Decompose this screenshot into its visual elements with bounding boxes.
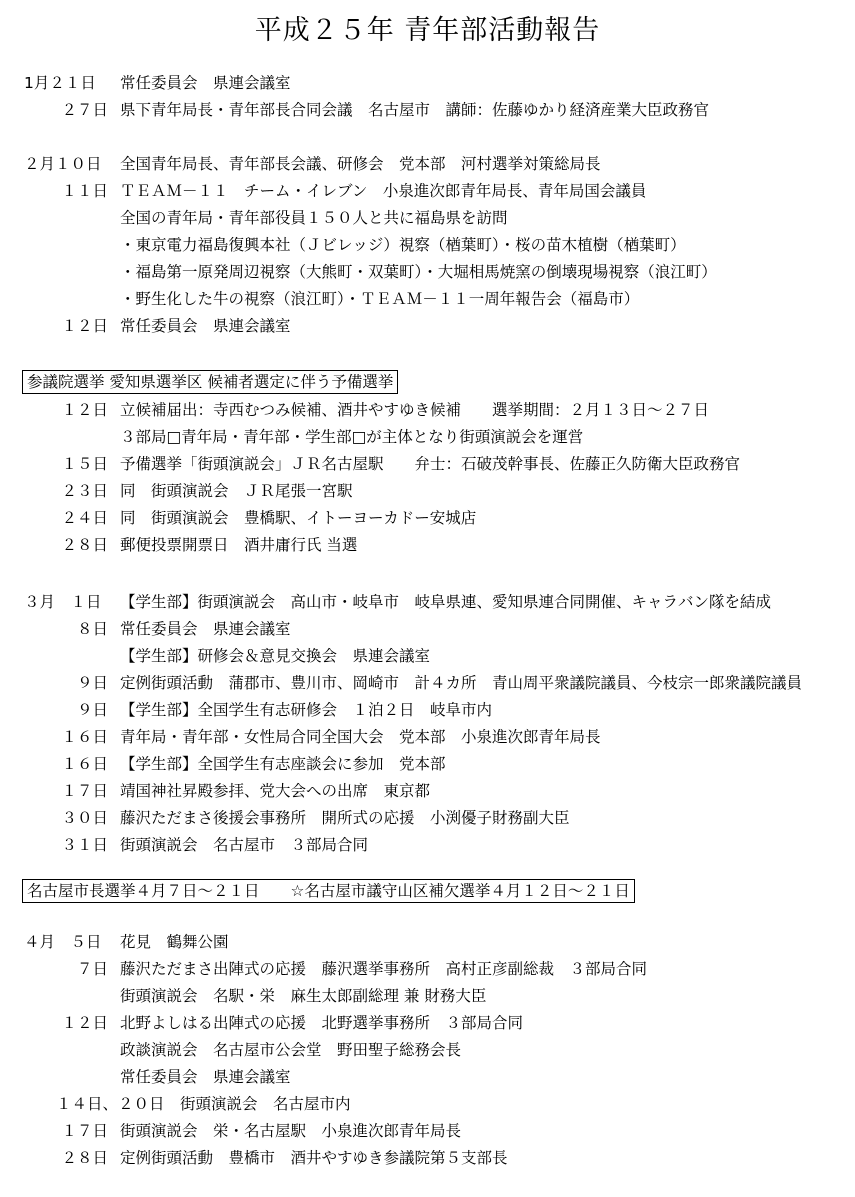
activity-row (0, 205, 855, 231)
activity-text: 郵便投票開票日 酒井庸行氏 当選 (120, 536, 358, 554)
activity-text: 常任委員会 県連会議室 (120, 620, 291, 638)
activity-date: ２８日 (61, 1149, 108, 1167)
activity-row (0, 97, 855, 123)
activity-row (0, 1064, 855, 1090)
activity-text: 全国の青年局・青年部役員１５０人と共に福島県を訪問 (120, 209, 508, 227)
activity-text: 青年局・青年部・女性局合同全国大会 党本部 小泉進次郎青年局長 (120, 728, 601, 746)
activity-row (0, 178, 855, 204)
activity-row (0, 643, 855, 669)
activity-text: ・野生化した牛の視察（浪江町）・ＴＥＡＭ－１１一周年報告会（福島市） (120, 290, 640, 308)
activity-row (0, 1118, 855, 1144)
activity-row (0, 589, 855, 615)
activity-date: ８日 (76, 620, 108, 638)
activity-text: 常任委員会 県連会議室 (120, 317, 291, 335)
activity-date: １２日 (61, 401, 108, 419)
activity-text: 街頭演説会 名駅・栄 麻生太郎副総理 兼 財務大臣 (120, 987, 487, 1005)
activity-date: １２日 (61, 317, 108, 335)
activity-text: 【学生部】全国学生有志研修会 １泊２日 岐阜市内 (120, 701, 493, 719)
activity-text: ・福島第一原発周辺視察（大熊町・双葉町）・大堀相馬焼窯の倒壊現場視察（浪江町） (120, 263, 717, 281)
activity-row (0, 983, 855, 1009)
activity-row (0, 956, 855, 982)
activity-row (0, 397, 855, 423)
activity-row (0, 70, 855, 96)
activity-text: 【学生部】全国学生有志座談会に参加 党本部 (120, 755, 446, 773)
activity-row (0, 929, 855, 955)
activity-text: 【学生部】街頭演説会 高山市・岐阜市 岐阜県連、愛知県連合同開催、キャラバン隊を結成 (120, 593, 772, 611)
activity-date: ２４日 (61, 509, 108, 527)
activity-text: 政談演説会 名古屋市公会堂 野田聖子総務会長 (120, 1041, 462, 1059)
activity-row (0, 616, 855, 642)
activity-row (0, 751, 855, 777)
election2-heading-box: 名古屋市長選挙４月７日～２１日 ☆名古屋市議守山区補欠選挙４月１２日～２１日 (22, 879, 635, 903)
activity-row (0, 424, 855, 450)
activity-row (0, 1010, 855, 1036)
activity-text: 常任委員会 県連会議室 (120, 74, 291, 92)
activity-row (0, 259, 855, 285)
activity-row (0, 832, 855, 858)
activity-text: 予備選挙「街頭演説会」ＪＲ名古屋駅 弁士：石破茂幹事長、佐藤正久防衛大臣政務官 (120, 455, 741, 473)
activity-row (0, 1037, 855, 1063)
activity-date: ２８日 (61, 536, 108, 554)
activity-row (0, 232, 855, 258)
activity-row (0, 724, 855, 750)
activity-text: 同 街頭演説会 豊橋駅、イトーヨーカドー安城店 (120, 509, 477, 527)
activity-text: 【学生部】研修会＆意見交換会 県連会議室 (120, 647, 431, 665)
activity-date: １２日 (61, 1014, 108, 1032)
activity-row (0, 1145, 855, 1171)
activity-text: 立候補届出：寺西むつみ候補、酒井やすゆき候補 選挙期間：２月１３日～２７日 (120, 401, 710, 419)
activity-date: １６日 (61, 728, 108, 746)
activity-date: ２３日 (61, 482, 108, 500)
activity-row (0, 478, 855, 504)
activity-row (0, 670, 855, 696)
activity-text: 常任委員会 県連会議室 (120, 1068, 291, 1086)
activity-date: 1月２１日 (24, 74, 96, 92)
activity-row (0, 778, 855, 804)
activity-date: ２月１０日 (24, 155, 102, 173)
activity-row (0, 805, 855, 831)
activity-text: 同 街頭演説会 ＪＲ尾張一宮駅 (120, 482, 353, 500)
activity-row (0, 451, 855, 477)
activity-date: １６日 (61, 755, 108, 773)
activity-text: 県下青年局長・青年部長合同会議 名古屋市 講師：佐藤ゆかり経済産業大臣政務官 (120, 101, 710, 119)
page-title: 平成２５年 青年部活動報告 (254, 15, 601, 46)
election1-heading-box: 参議院選挙 愛知県選挙区 候補者選定に伴う予備選挙 (22, 370, 398, 394)
activity-row (0, 505, 855, 531)
activity-date: １１日 (61, 182, 108, 200)
activity-date: １５日 (61, 455, 108, 473)
activity-text: 靖国神社昇殿参拝、党大会への出席 東京都 (120, 782, 431, 800)
activity-date: ９日 (76, 701, 108, 719)
activity-row (0, 286, 855, 312)
activity-text: 定例街頭活動 豊橋市 酒井やすゆき参議院第５支部長 (120, 1149, 508, 1167)
activity-text: ・東京電力福島復興本社（Ｊビレッジ）視察（楢葉町）・桜の苗木植樹（楢葉町） (120, 236, 686, 254)
activity-row (0, 313, 855, 339)
activity-text: 街頭演説会 名古屋市内 (180, 1095, 351, 1113)
activity-row (0, 151, 855, 177)
activity-row (0, 1091, 855, 1117)
activity-text: 街頭演説会 栄・名古屋駅 小泉進次郎青年局長 (120, 1122, 462, 1140)
activity-date: １４日、２０日 (56, 1095, 165, 1113)
activity-date: ３月 １日 (24, 593, 102, 611)
activity-date: ９日 (76, 674, 108, 692)
activity-text: 街頭演説会 名古屋市 ３部局合同 (120, 836, 369, 854)
activity-row (0, 532, 855, 558)
activity-text: 定例街頭活動 蒲郡市、豊川市、岡崎市 計４カ所 青山周平衆議院議員、今枝宗一郎衆議院議員 (120, 674, 803, 692)
activity-date: １７日 (61, 1122, 108, 1140)
activity-text: 花見 鶴舞公園 (120, 933, 229, 951)
activity-text: 藤沢ただまさ出陣式の応援 藤沢選挙事務所 高村正彦副総裁 ３部局合同 (120, 960, 648, 978)
activity-date: １７日 (61, 782, 108, 800)
activity-row (0, 697, 855, 723)
activity-text: ３部局□青年局・青年部・学生部□が主体となり街頭演説会を運営 (120, 428, 584, 446)
activity-date: ２７日 (61, 101, 108, 119)
activity-date: ３０日 (61, 809, 108, 827)
activity-text: 北野よしはる出陣式の応援 北野選挙事務所 ３部局合同 (120, 1014, 524, 1032)
activity-date: ４月 ５日 (24, 933, 102, 951)
activity-text: 全国青年局長、青年部長会議、研修会 党本部 河村選挙対策総局長 (120, 155, 601, 173)
activity-text: 藤沢ただまさ後援会事務所 開所式の応援 小渕優子財務副大臣 (120, 809, 570, 827)
activity-date: ３１日 (61, 836, 108, 854)
activity-date: ７日 (76, 960, 108, 978)
activity-text: ＴＥＡＭ－１１ チーム・イレブン 小泉進次郎青年局長、青年局国会議員 (120, 182, 647, 200)
